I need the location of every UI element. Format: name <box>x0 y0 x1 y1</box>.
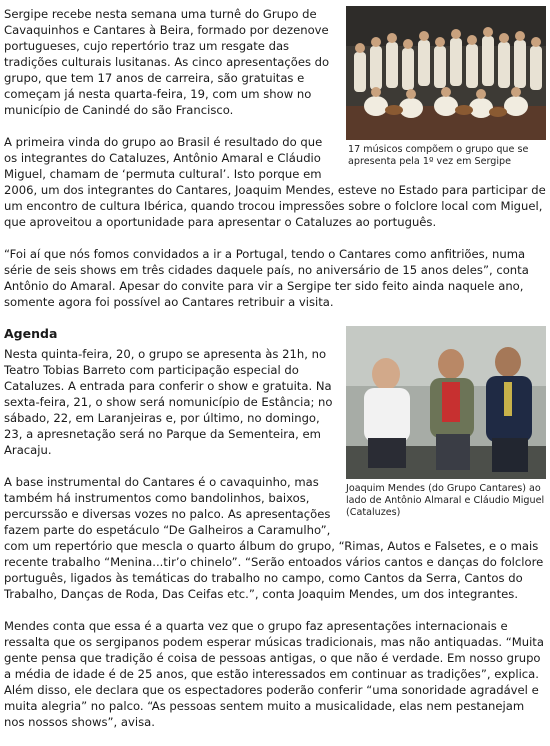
agenda-heading: Agenda <box>4 326 58 341</box>
members-photo-caption: Joaquim Mendes (do Grupo Cantares) ao lado de Antônio Almaral e Cláudio Miguel (Cataluzes) <box>346 483 545 518</box>
group-photo-caption: 17 músicos compõem o grupo que se apresenta pela 1º vez em Sergipe <box>348 144 529 167</box>
group-photo <box>346 6 546 140</box>
paragraph-tradition: Mendes conta que essa é a quarta vez que o grupo faz apresentações internacionais e ressalta que os sergipanos podem esperar músicas tradicionais, mas não antiquadas. “Muita gente pensa que tradição é coisa de pessoas antigas, o que não é verdade. Em nosso grupo a média de idade é de 25 anos, que estão interessados em continuar as tradições”, explica. Além disso, ele declara que os espectadores poderão conferir “uma sonoridade agradável e muita alegria” no palco. “As pessoas sentem muito a musicalidade, elas nem pestanejam nos nossos shows”, avisa. <box>4 619 544 729</box>
members-photo-figure <box>346 326 546 519</box>
paragraph-first-visit: A primeira vinda do grupo ao Brasil é resultado do que os integrantes do Cataluzes, Antônio Amaral e Cláudio Miguel, chamam de ‘permuta cultural’. Isto porque em 2006, um dos integrantes do Cantares, Joaquim Mendes, esteve no Estado para participar de um encontro de cultura Ibérica, quando trocou impressões sobre o folclore local com Miguel, que aproveitou a oportunidade para apresentar o Cataluzes ao português. <box>4 135 546 229</box>
paragraph-instruments: A base instrumental do Cantares é o cavaquinho, mas também há instrumentos como bandolinhos, baixos, percurssão e diversas vozes no palco. As apresentações fazem parte do espetáculo “De Galheiros a Caramulho”, com um repertório que mescla o quarto álbum do grupo, “Rimas, Autos e Falsetes, e o mais recente trabalho “Menina...tir’o chinelo”. “Serão entoados vários cantos e danças do folclore português, ligados às temáticas do trabalho no campo, como Cantos da Serra, Cantos do Trabalho, Danças de Roda, Das Ceifas etc.”, conta Joaquim Mendes, um dos integrantes. <box>4 475 544 601</box>
paragraph-agenda: Nesta quinta-feira, 20, o grupo se apresenta às 21h, no Teatro Tobias Barreto com participação especial do Cataluzes. A entrada para conferir o show e gratuita. Na sexta-feira, 21, o show será nomunicípio de Estância; no sábado, 22, em Laranjeiras e, por último, no domingo, 23, a apresnetação será no Parque da Sementeira, em Aracaju. <box>4 347 333 457</box>
members-photo <box>346 326 546 479</box>
group-photo-figure <box>346 6 546 168</box>
paragraph-intro: Sergipe recebe nesta semana uma turnê do Grupo de Cavaquinhos e Cantares à Beira, formado por dezenove portugueses, cujo repertório traz um resgate das tradições culturais lusitanas. As cinco apresentações do grupo, que tem 17 anos de carreira, são gratuitas e começam já nesta quarta-feira, 19, com um show no município de Canindé do são Francisco. <box>4 7 330 117</box>
paragraph-quote-invitation: “Foi aí que nós fomos convidados a ir a Portugal, tendo o Cantares como anfitriões, numa série de seis shows em três cidades daquele país, no aniversário de 15 anos deles”, conta Antônio do Amaral. Apesar do convite para vir a Sergipe ter sido feito ainda naquele ano, somente agora foi possível ao Cantares retribuir a visita. <box>4 247 529 309</box>
article <box>4 6 546 746</box>
